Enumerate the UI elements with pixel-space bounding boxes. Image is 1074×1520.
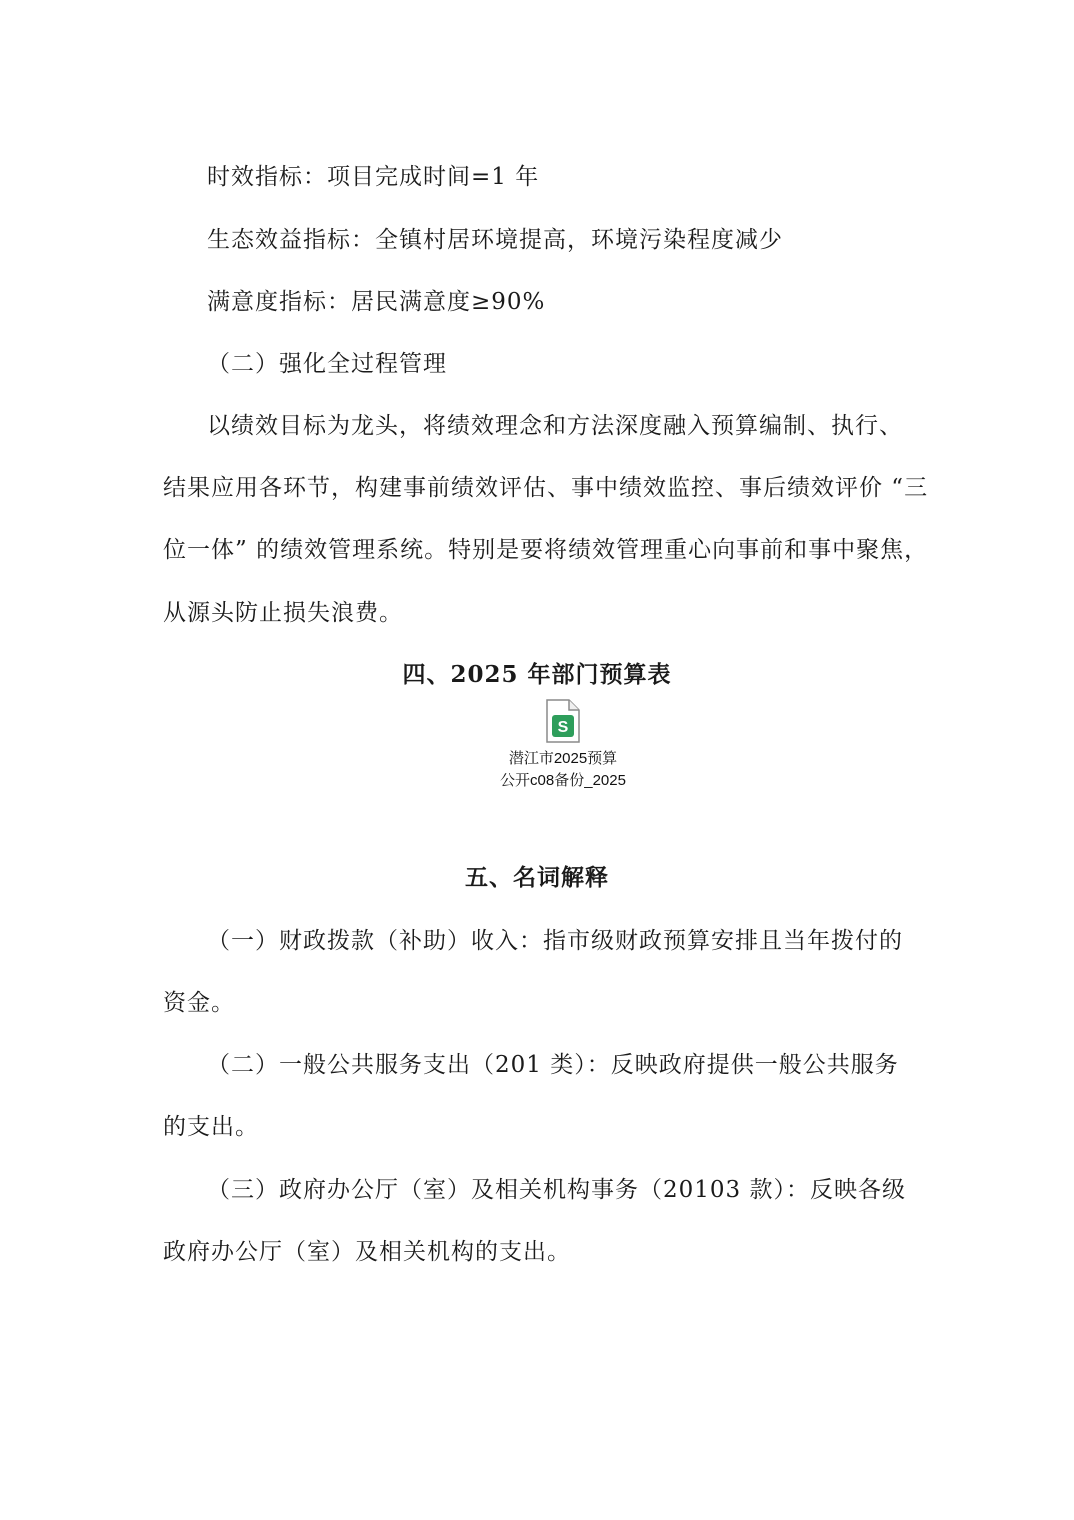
glossary-item-line: 的支出。: [163, 1114, 259, 1140]
paragraph-line: 以绩效目标为龙头，将绩效理念和方法深度融入预算编制、执行、: [207, 413, 903, 439]
paragraph-line: 位一体” 的绩效管理系统。特别是要将绩效管理重心向事前和事中聚焦，: [163, 537, 929, 563]
glossary-item-line: 资金。: [163, 990, 235, 1016]
attachment-label-line2: 公开c08备份_2025: [500, 772, 626, 789]
glossary-item-line: （三）政府办公厅（室）及相关机构事务（20103 款）：反映各级: [207, 1177, 906, 1203]
paragraph-line: 从源头防止损失浪费。: [163, 600, 403, 626]
satisfaction-indicator: 满意度指标：居民满意度≥90%: [207, 289, 546, 315]
section-two-title: （二）强化全过程管理: [207, 351, 447, 377]
paragraph-line: 结果应用各环节，构建事前绩效评估、事中绩效监控、事后绩效评价 “三: [163, 475, 929, 501]
timeliness-indicator: 时效指标：项目完成时间=1 年: [207, 164, 540, 190]
ecological-indicator: 生态效益指标：全镇村居环境提高，环境污染程度减少: [207, 227, 783, 253]
glossary-item-line: （二）一般公共服务支出（201 类）：反映政府提供一般公共服务: [207, 1052, 899, 1078]
glossary-item-line: （一）财政拨款（补助）收入：指市级财政预算安排且当年拨付的: [207, 928, 903, 954]
svg-text:S: S: [557, 719, 569, 736]
budget-table-heading: 四、2025 年部门预算表: [402, 661, 672, 688]
glossary-item-line: 政府办公厅（室）及相关机构的支出。: [163, 1239, 571, 1265]
glossary-heading: 五、名词解释: [465, 864, 609, 891]
attachment-label-line1: 潜江市2025预算: [508, 750, 618, 767]
budget-attachment[interactable]: [474, 698, 652, 792]
spreadsheet-file-icon: [543, 698, 583, 744]
